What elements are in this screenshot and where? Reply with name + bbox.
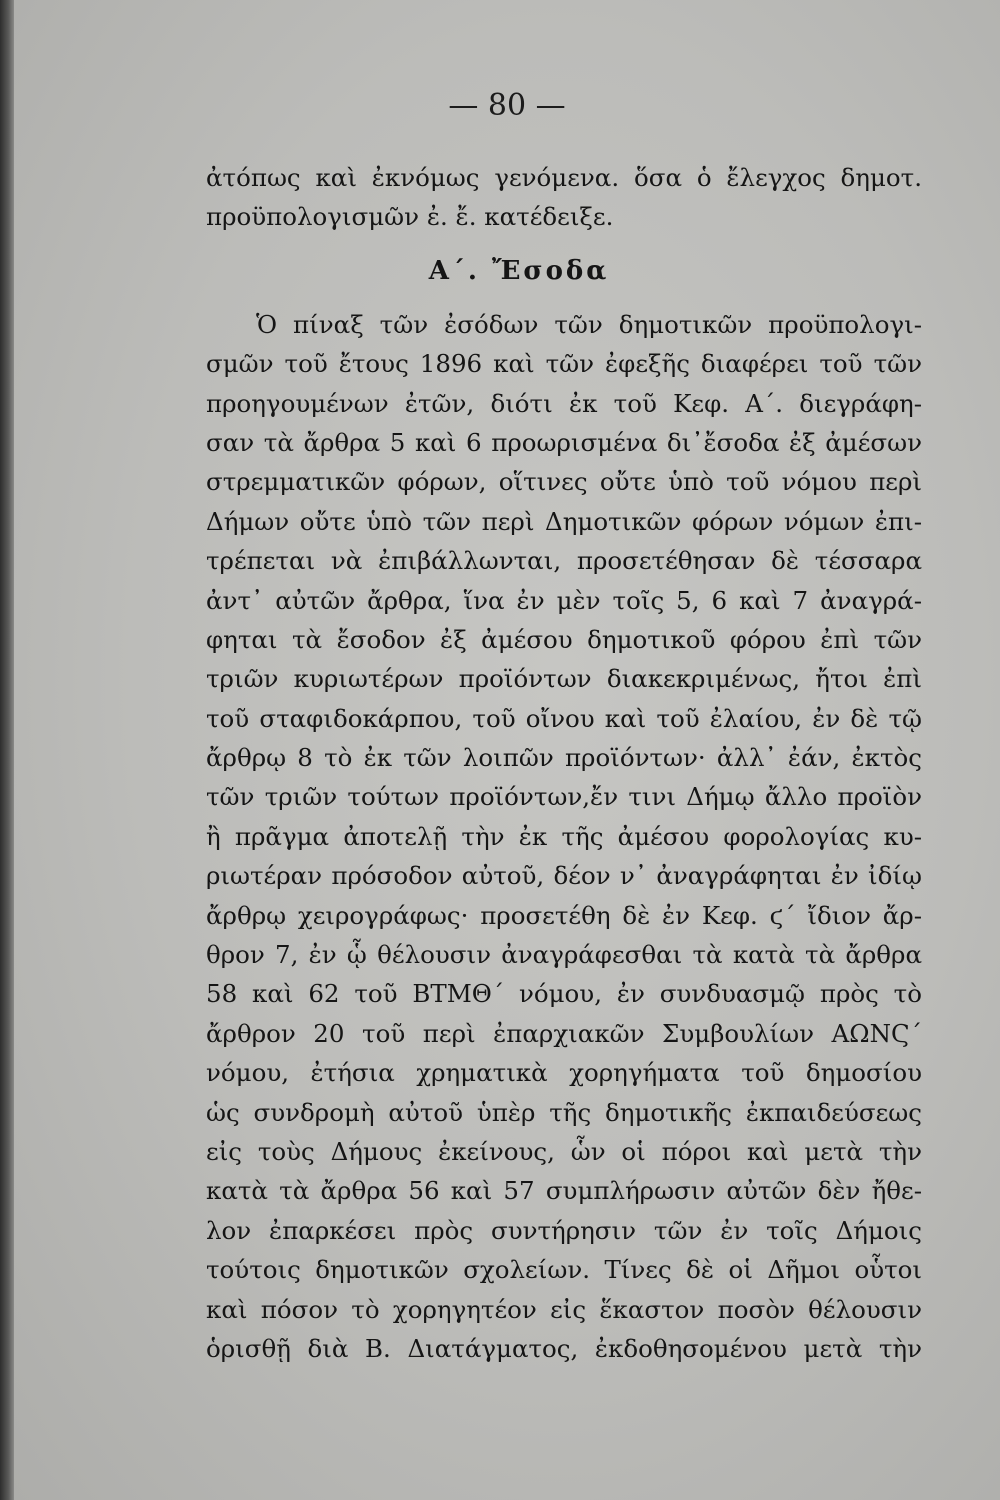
book-page — [14, 0, 1000, 1500]
text-line: λον ἐπαρκέσει πρὸς συντήρησιν τῶν ἐν τοῖς Δήμοις — [206, 1215, 922, 1245]
text-line: ἀτόπως καὶ ἐκνόμως γενόμενα. ὅσα ὁ ἔλεγχος δημοτ. — [206, 163, 922, 192]
text-line: σαν τὰ ἄρθρα 5 καὶ 6 προωρισμένα δι᾽ἔσοδα ἐξ ἀμέσων — [206, 427, 922, 457]
text-line: τῶν τριῶν τούτων προϊόντων,ἔν τινι Δήμῳ ἄλλο προϊὸν — [206, 782, 922, 812]
text-line: ὁρισθῇ διὰ Β. Διατάγματος, ἐκδοθησομένου μετὰ τὴν — [206, 1333, 922, 1363]
section-heading: Α΄. Ἔσοδα — [428, 255, 610, 286]
text-line: ἄρθρῳ 8 τὸ ἐκ τῶν λοιπῶν προϊόντων· ἀλλ᾽ ἐάν, ἐκτὸς — [206, 743, 922, 773]
text-line: τρέπεται νὰ ἐπιβάλλωνται, προσετέθησαν δὲ τέσσαρα — [206, 546, 922, 576]
text-line: τοῦ σταφιδοκάρπου, τοῦ οἴνου καὶ τοῦ ἐλαίου, ἐν δὲ τῷ — [206, 703, 922, 733]
text-line: εἰς τοὺς Δήμους ἐκείνους, ὧν οἱ πόροι καὶ μετὰ τὴν — [206, 1136, 922, 1166]
text-line: 58 καὶ 62 τοῦ ΒΤΜΘ΄ νόμου, ἐν συνδυασμῷ πρὸς τὸ — [206, 979, 922, 1009]
text-line: ἢ πρᾶγμα ἀποτελῇ τὴν ἐκ τῆς ἀμέσου φορολογίας κυ- — [206, 821, 922, 851]
text-line: θρον 7, ἐν ᾧ θέλουσιν ἀναγράφεσθαι τὰ κατὰ τὰ ἄρθρα — [206, 940, 922, 970]
text-line: ἀντ᾽ αὐτῶν ἄρθρα, ἵνα ἐν μὲν τοῖς 5, 6 καὶ 7 ἀναγρά- — [206, 585, 922, 615]
text-line: Δήμων οὔτε ὑπὸ τῶν περὶ Δημοτικῶν φόρων νόμων ἐπι- — [206, 506, 922, 536]
page-number: — 80 — — [448, 88, 566, 123]
text-line: τριῶν κυριωτέρων προϊόντων διακεκριμένως, ἤτοι ἐπὶ — [206, 664, 922, 694]
text-line: φηται τὰ ἔσοδον ἐξ ἀμέσου δημοτικοῦ φόρου ἐπὶ τῶν — [206, 624, 922, 654]
text-line: τούτοις δημοτικῶν σχολείων. Τίνες δὲ οἱ Δῆμοι οὗτοι — [206, 1255, 922, 1285]
text-line: προηγουμένων ἐτῶν, διότι ἐκ τοῦ Κεφ. Α΄. διεγράφη- — [206, 388, 922, 418]
text-line: ὡς συνδρομὴ αὐτοῦ ὑπὲρ τῆς δημοτικῆς ἐκπαιδεύσεως — [206, 1097, 922, 1127]
text-line: σμῶν τοῦ ἔτους 1896 καὶ τῶν ἐφεξῆς διαφέρει τοῦ τῶν — [206, 349, 922, 379]
text-line: προϋπολογισμῶν ἐ. ἔ. κατέδειξε. — [206, 202, 614, 232]
text-line: στρεμματικῶν φόρων, οἵτινες οὔτε ὑπὸ τοῦ νόμου περὶ — [206, 467, 922, 497]
scan-left-edge-shadow — [0, 0, 14, 1500]
text-line: κατὰ τὰ ἄρθρα 56 καὶ 57 συμπλήρωσιν αὐτῶν δὲν ἤθε- — [206, 1176, 922, 1206]
text-line: καὶ πόσον τὸ χορηγητέον εἰς ἕκαστον ποσὸν θέλουσιν — [206, 1294, 922, 1324]
text-line: νόμου, ἐτήσια χρηματικὰ χορηγήματα τοῦ δημοσίου — [206, 1058, 922, 1088]
page-body-text — [206, 158, 922, 1368]
text-line: ἄρθρον 20 τοῦ περὶ ἐπαρχιακῶν Συμβουλίων ΑΩΝϚ΄ — [206, 1018, 922, 1048]
text-line: ριωτέραν πρόσοδον αὐτοῦ, δέον ν᾽ ἀναγράφηται ἐν ἰδίῳ — [206, 861, 922, 891]
text-line: Ὁ πίναξ τῶν ἐσόδων τῶν δημοτικῶν προϋπολογι- — [256, 309, 922, 339]
text-line: ἄρθρῳ χειρογράφως· προσετέθη δὲ ἐν Κεφ. ϛ΄ ἴδιον ἄρ- — [206, 900, 922, 930]
